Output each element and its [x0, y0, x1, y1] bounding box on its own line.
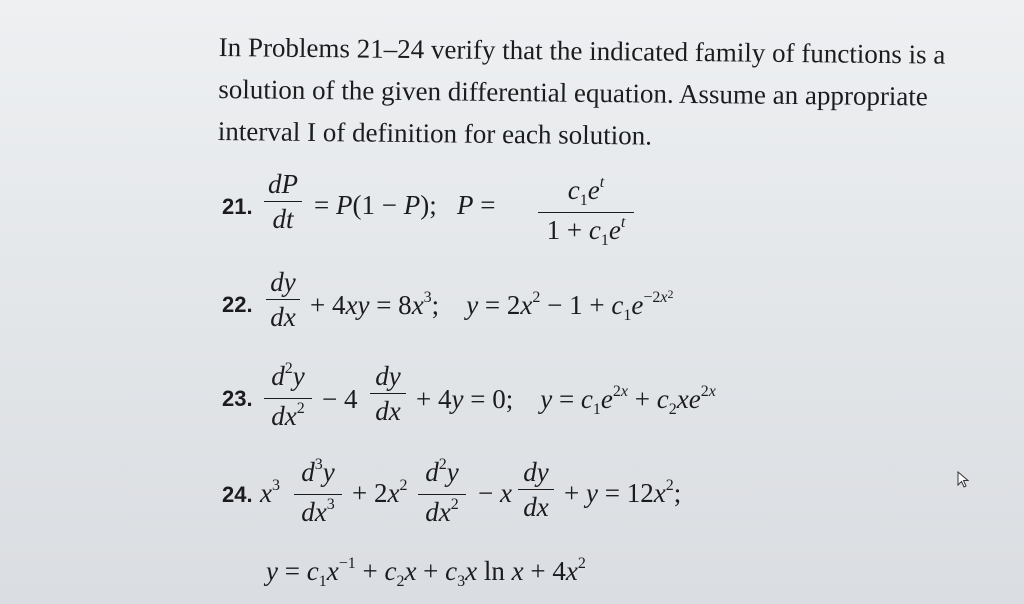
fraction-solution-21: $c_1e^t$ $1 + c_1e^t$ [538, 176, 634, 249]
mouse-cursor-icon [957, 471, 971, 489]
minus-x: − x [478, 478, 512, 508]
equation-23: + 4y = 0; $y = c_1e^{2x} + c_2xe^{2x}$ [416, 383, 716, 418]
fraction-d2y-dx2: $d^2y$ $dx^2$ [264, 362, 312, 435]
problem-instructions [218, 26, 999, 160]
fraction-dy-dx: dy dx [266, 268, 300, 331]
problem-number: 23. [222, 386, 253, 411]
fraction-d2y-dx2-24: $d^2y$ $dx^2$ [418, 458, 466, 531]
instructions-line-2: solution of the given differential equation. Assume an appropriate [218, 73, 929, 112]
instructions-line-1: In Problems 21–24 verify that the indicated family of functions is a [218, 31, 946, 70]
problem-number: 22. [222, 292, 253, 317]
problem-number: 24. [222, 482, 253, 507]
fraction-d3y-dx3: $d^3y$ $dx^3$ [294, 458, 342, 531]
equation-21: = P(1 − P); P = [314, 190, 496, 220]
coefficient-x3: $x^3$ [260, 477, 280, 508]
fraction-dy-dx-23: dy dx [370, 362, 406, 425]
problem-number: 21. [222, 194, 253, 219]
fraction-dP-dt: dP dt [264, 170, 302, 233]
minus-four: − 4 [322, 384, 358, 414]
equation-22: + $4xy = 8x^3$; $y = 2x^2 - 1 + c_1e^{-2x^2}$ [310, 287, 674, 324]
fraction-dy-dx-24: dy dx [518, 458, 554, 521]
textbook-page: In Problems 21–24 verify that the indicated family of functions is a solution of the given differential equation. Assume an appropriate interval I of definition for each solution. 21. dP dt = P(1 − P); P = $c_1e^t$ $1 + c_1e^t$ 22. dy dx + $4xy = 8x^3$; $y = 2x^2 - 1 + c_1e^{-2x^2}$ 23. $d^2y$ $dx^2$ − 4 dy dx + 4y = 0; $y = c_1e^{2x} + c_2xe^{2x}$ 24. $x^3$ $d^3y$ $dx^3$ + $2x^2$ $d^2y$ $dx^2$ − x dy dx + $y = 12x^2$; $y = c_1x^{-1} + c_2x + c_3x$ $\ln x + 4x^2$ [0, 0, 1024, 604]
equation-24: + $y = 12x^2$; [564, 477, 682, 508]
instructions-line-3: interval I of definition for each solution. [217, 115, 653, 151]
plus-2x2: + $2x^2$ [352, 477, 408, 508]
